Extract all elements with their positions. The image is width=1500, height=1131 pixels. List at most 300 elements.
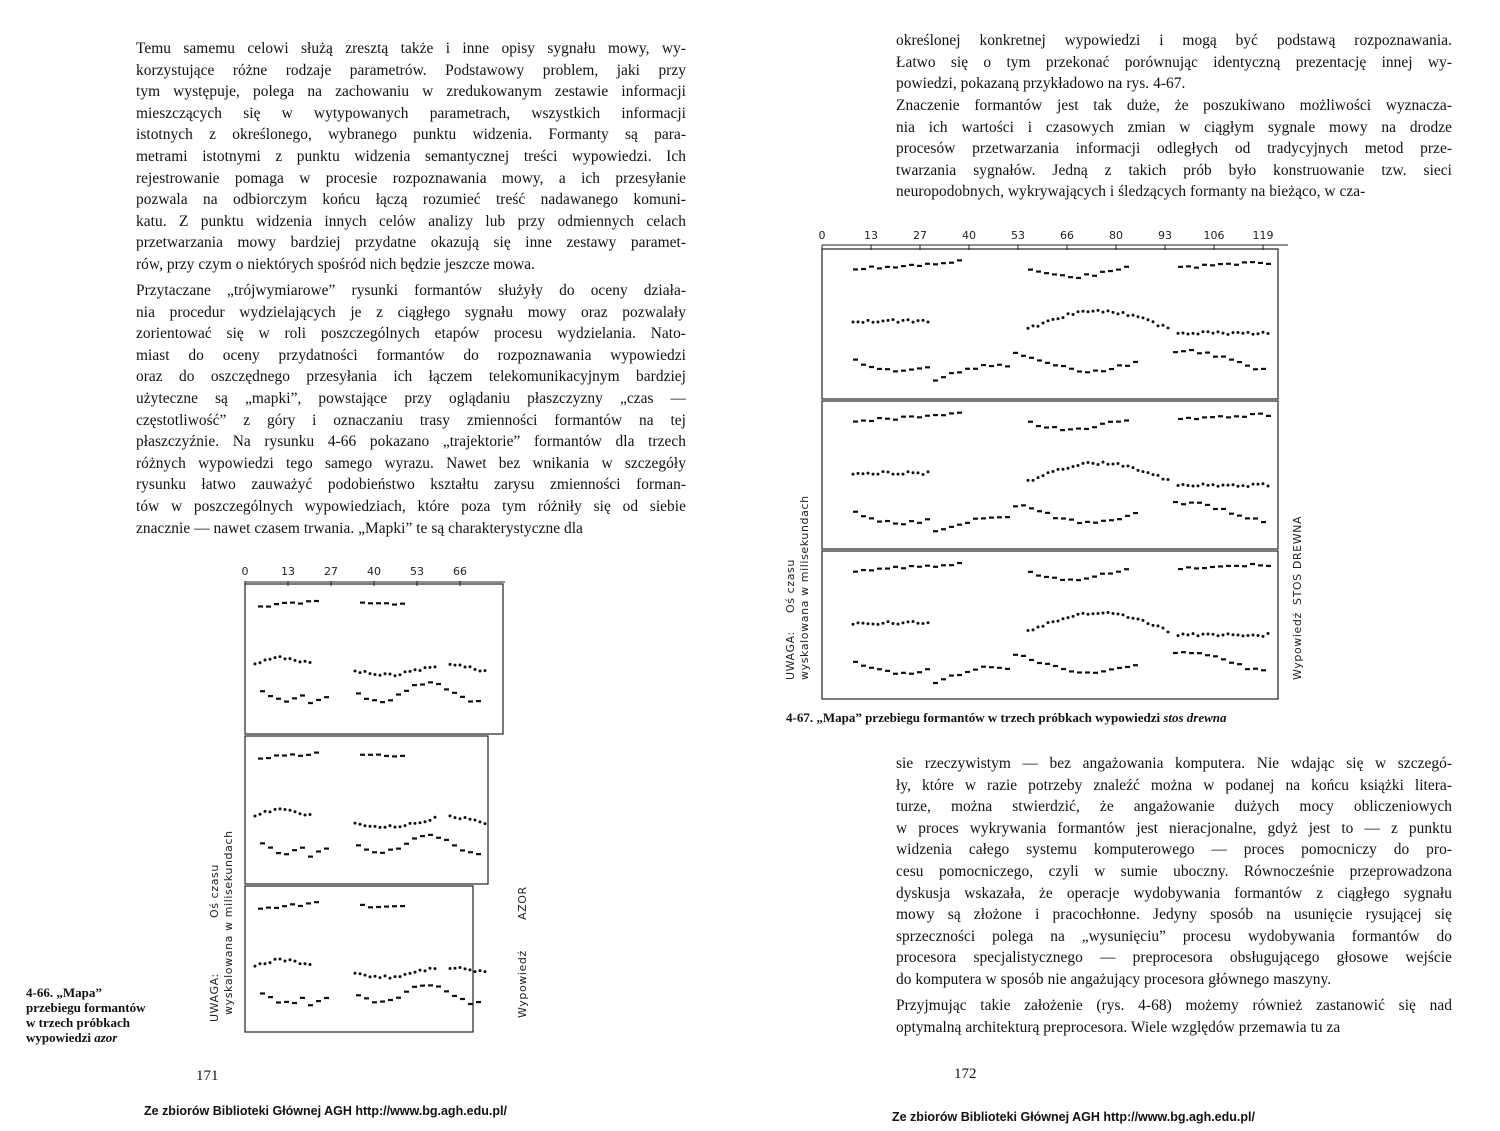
formant-dot xyxy=(1187,484,1190,487)
formant-dot xyxy=(1267,632,1270,635)
formant-dot xyxy=(1107,611,1110,614)
formant-dot xyxy=(1137,617,1140,620)
text-line: procesora specjalistycznego — preprocesora obsługującego głosowe wejście xyxy=(896,949,1452,967)
formant-dot xyxy=(374,975,377,978)
text-line: metrami istotnymi z punktu widzenia semantycznej treści wypowiedzi. Ich xyxy=(136,147,686,165)
formant-dot xyxy=(852,623,855,626)
formant-dot xyxy=(309,661,312,664)
text-line: neuropodobnych, wykrywających i śledzących formanty na bieżąco, w cza- xyxy=(896,183,1366,201)
formant-dot xyxy=(1092,310,1095,313)
formant-dot xyxy=(1187,633,1190,636)
formant-dot xyxy=(897,623,900,626)
formant-dot xyxy=(449,967,452,970)
figure-4-67-formant-map xyxy=(778,225,1308,705)
formant-dot xyxy=(479,969,482,972)
formant-dot xyxy=(399,975,402,978)
formant-dot xyxy=(419,669,422,672)
formant-dot xyxy=(299,812,302,815)
formant-dot xyxy=(1072,313,1075,316)
formant-dot xyxy=(394,826,397,829)
paragraph xyxy=(136,280,686,539)
formant-dot xyxy=(289,809,292,812)
formant-dot xyxy=(1072,615,1075,618)
formant-dot xyxy=(1032,628,1035,631)
text-line: różnych wypowiedzi tego samego wyrazu. Nawet bez wnikania w szczegóły xyxy=(136,454,686,472)
axis-tick-label: 66 xyxy=(1060,229,1074,242)
formant-dot xyxy=(419,821,422,824)
text-line: tym występuje, polega na zachowaniu w zredukowanym zestawie informacji xyxy=(136,83,686,101)
formant-dot xyxy=(1202,633,1205,636)
text-line: mowy są złożone i pracochłonne. Jedyny sposób na usunięcie rysującej się xyxy=(896,906,1452,924)
formant-dot xyxy=(309,813,312,816)
right-page xyxy=(750,0,1500,1131)
axis-tick-label: 27 xyxy=(324,565,338,578)
formant-dot xyxy=(897,321,900,324)
caption-word: stos drewna xyxy=(1163,710,1227,725)
formant-dot xyxy=(304,660,307,663)
text-line: rów, przy czym o niektórych spośród nich będzie jeszcze mowa. xyxy=(136,255,536,273)
formant-dot xyxy=(1197,634,1200,637)
formant-dot xyxy=(354,972,357,975)
formant-dot xyxy=(464,967,467,970)
axis-tick-label: 80 xyxy=(1109,229,1123,242)
formant-dot xyxy=(1232,331,1235,334)
formant-dot xyxy=(414,971,417,974)
text-line: przetwarzania mowy bardziej przydatne okazują się inne zestawy paramet- xyxy=(136,234,686,252)
text-line: istotnych z określonego, wybranego punktu widzenia. Formanty są para- xyxy=(136,126,686,144)
formant-dot xyxy=(1247,485,1250,488)
formant-dot xyxy=(379,976,382,979)
text-line: widzenia całego systemu komputerowego — proces pomocniczy do pro- xyxy=(896,841,1452,859)
text-line: optymalną architekturą preprocesora. Wiele względów przemawia tu za xyxy=(896,1018,1341,1036)
formant-dot xyxy=(369,672,372,675)
formant-dot xyxy=(1127,465,1130,468)
formant-dot xyxy=(1192,484,1195,487)
formant-dot xyxy=(1067,616,1070,619)
formant-dot xyxy=(299,962,302,965)
formant-dot xyxy=(404,824,407,827)
formant-dot xyxy=(429,666,432,669)
formant-dot xyxy=(917,471,920,474)
formant-dot xyxy=(912,321,915,324)
formant-dot xyxy=(907,470,910,473)
note-uwaga: UWAGA: xyxy=(784,631,797,680)
formant-dot xyxy=(1057,468,1060,471)
formant-dot xyxy=(1152,473,1155,476)
text-line: Łatwo się o tym przekonać porównując identyczną prezentację innej wy- xyxy=(896,53,1452,71)
formant-dot xyxy=(1097,463,1100,466)
formant-dot xyxy=(1247,331,1250,334)
formant-dot xyxy=(1037,625,1040,628)
formant-dot xyxy=(1162,627,1165,630)
text-line: częstotliwość” z góry i oznaczaniu trasy zmienności formantów na tej xyxy=(136,411,686,429)
formant-dot xyxy=(1207,330,1210,333)
formant-dot xyxy=(1137,315,1140,318)
formant-dot xyxy=(1237,485,1240,488)
formant-dot xyxy=(1227,632,1230,635)
formant-dot xyxy=(1127,616,1130,619)
formant-dot xyxy=(1037,325,1040,328)
formant-dot xyxy=(1057,619,1060,622)
formant-dot xyxy=(434,967,437,970)
formant-dot xyxy=(274,808,277,811)
formant-dot xyxy=(384,826,387,829)
formant-dot xyxy=(399,673,402,676)
formant-dot xyxy=(364,670,367,673)
formant-dot xyxy=(892,622,895,625)
formant-dot xyxy=(917,319,920,322)
paragraph xyxy=(896,753,1452,991)
formant-dot xyxy=(294,810,297,813)
formant-dot xyxy=(1042,321,1045,324)
utterance-label: Wypowiedź xyxy=(516,950,529,1018)
formant-dot xyxy=(1217,634,1220,637)
formant-dot xyxy=(1082,462,1085,465)
formant-dot xyxy=(882,320,885,323)
note-scale: wyskalowana w milisekundach xyxy=(798,495,811,680)
formant-dot xyxy=(1082,310,1085,313)
formant-dot xyxy=(294,960,297,963)
page-footer: Ze zbiorów Biblioteki Głównej AGH http://www.bg.agh.edu.pl/ xyxy=(892,1110,1255,1124)
formant-dot xyxy=(389,977,392,980)
formant-dot xyxy=(364,974,367,977)
formant-dot xyxy=(1262,331,1265,334)
formant-dot xyxy=(254,965,257,968)
caption-text: 4-67. „Mapa” przebiegu formantów w trzech próbkach wypowiedzi xyxy=(786,710,1161,725)
formant-dot xyxy=(1207,484,1210,487)
formant-dot xyxy=(887,620,890,623)
formant-dot xyxy=(1257,483,1260,486)
formant-dot xyxy=(424,820,427,823)
formant-dot xyxy=(424,666,427,669)
formant-dot xyxy=(409,972,412,975)
text-line: Przytaczane „trójwymiarowe” rysunki formantów służyły do oceny działa- xyxy=(136,282,686,299)
note-axis: Oś czasu xyxy=(784,559,797,613)
formant-dot xyxy=(429,967,432,970)
text-line: dyskusja wskazała, że operacje wydobywania formantów z ciągłego sygnału xyxy=(896,884,1452,902)
formant-dot xyxy=(294,659,297,662)
formant-dot xyxy=(454,664,457,667)
formant-dot xyxy=(862,622,865,625)
formant-dot xyxy=(912,471,915,474)
formant-dot xyxy=(304,813,307,816)
formant-dot xyxy=(259,962,262,965)
formant-dot xyxy=(454,816,457,819)
formant-dot xyxy=(1122,311,1125,314)
formant-dot xyxy=(409,822,412,825)
formant-dot xyxy=(354,822,357,825)
axis-tick-label: 27 xyxy=(913,229,927,242)
formant-dot xyxy=(309,963,312,966)
formant-dot xyxy=(374,673,377,676)
formant-dot xyxy=(474,970,477,973)
formant-dot xyxy=(1257,634,1260,637)
formant-dot xyxy=(1182,483,1185,486)
formant-dot xyxy=(857,621,860,624)
formant-dot xyxy=(917,622,920,625)
formant-dot xyxy=(1162,324,1165,327)
formant-dot xyxy=(259,661,262,664)
text-line: znacznie — nawet czasem trwania. „Mapki” te są charakterystyczne dla xyxy=(136,519,583,537)
formant-dot xyxy=(922,319,925,322)
formant-dot xyxy=(1142,619,1145,622)
formant-dot xyxy=(1182,633,1185,636)
formant-dot xyxy=(449,663,452,666)
formant-dot xyxy=(1027,479,1030,482)
text-line: rysunku łatwo zauważyć podobieństwo kształtu zarysu zmienności forman- xyxy=(136,476,686,494)
formant-dot xyxy=(1252,333,1255,336)
formant-dot xyxy=(1242,332,1245,335)
text-line: pozwala na odbiorczym końcu łączą rozumieć treść nadawanego komuni- xyxy=(136,191,686,209)
formant-dot xyxy=(1092,612,1095,615)
formant-dot xyxy=(1087,310,1090,313)
text-line: procesów przetwarzania informacji odległych od tradycyjnych metod prze- xyxy=(896,140,1452,158)
formant-dot xyxy=(1252,483,1255,486)
paragraph xyxy=(136,38,686,276)
formant-dot xyxy=(1227,484,1230,487)
formant-dot xyxy=(1082,612,1085,615)
formant-dot xyxy=(877,623,880,626)
formant-dot xyxy=(1257,332,1260,335)
formant-dot xyxy=(1242,484,1245,487)
formant-dot xyxy=(1127,314,1130,317)
formant-dot xyxy=(1212,633,1215,636)
formant-dot xyxy=(459,966,462,969)
formant-dot xyxy=(1112,462,1115,465)
text-line: Znaczenie formantów jest tak duże, że poszukiwano możliwości wyznacza- xyxy=(896,97,1452,114)
formant-dot xyxy=(1267,485,1270,488)
formant-dot xyxy=(927,621,930,624)
formant-dot xyxy=(1247,634,1250,637)
utterance-word: AZOR xyxy=(516,886,529,920)
formant-dot xyxy=(379,826,382,829)
figure-caption-4-66 xyxy=(26,985,186,1045)
formant-dot xyxy=(1087,461,1090,464)
formant-dot xyxy=(1207,632,1210,635)
formant-dot xyxy=(479,820,482,823)
text-line: korzystujące różne rodzaje parametrów. Podstawowy problem, jaki przy xyxy=(136,61,686,79)
formant-dot xyxy=(922,622,925,625)
formant-dot xyxy=(269,658,272,661)
formant-dot xyxy=(1197,333,1200,336)
formant-dot xyxy=(409,670,412,673)
formant-dot xyxy=(1242,634,1245,637)
formant-dot xyxy=(1042,474,1045,477)
formant-dot xyxy=(284,960,287,963)
axis-tick-label: 119 xyxy=(1252,229,1274,242)
formant-dot xyxy=(1227,333,1230,336)
formant-dot xyxy=(1122,465,1125,468)
axis-tick-label: 13 xyxy=(281,565,295,578)
formant-dot xyxy=(414,668,417,671)
formant-dot xyxy=(299,660,302,663)
formant-dot xyxy=(1167,630,1170,633)
formant-dot xyxy=(1072,465,1075,468)
formant-dot xyxy=(907,620,910,623)
formant-dot xyxy=(1037,476,1040,479)
formant-dot xyxy=(1237,331,1240,334)
formant-dot xyxy=(862,472,865,475)
formant-dot xyxy=(394,975,397,978)
formant-dot xyxy=(1132,314,1135,317)
formant-dot xyxy=(1262,482,1265,485)
formant-dot xyxy=(284,808,287,811)
formant-dot xyxy=(1232,633,1235,636)
formant-dot xyxy=(474,668,477,671)
formant-dot xyxy=(902,621,905,624)
formant-dot xyxy=(254,662,257,665)
note-uwaga: UWAGA: xyxy=(208,973,221,1022)
formant-dot xyxy=(1112,612,1115,615)
formant-dot xyxy=(354,670,357,673)
formant-dot xyxy=(1032,479,1035,482)
formant-dot xyxy=(269,961,272,964)
formant-dot xyxy=(289,657,292,660)
formant-dot xyxy=(927,320,930,323)
formant-dot xyxy=(374,825,377,828)
formant-dot xyxy=(1142,316,1145,319)
formant-dot xyxy=(1222,484,1225,487)
text-line: Temu samemu celowi służą zresztą także i inne opisy sygnału mowy, wy- xyxy=(136,40,686,57)
formant-dot xyxy=(289,958,292,961)
formant-dot xyxy=(464,666,467,669)
formant-dot xyxy=(1052,470,1055,473)
formant-dot xyxy=(902,473,905,476)
formant-dot xyxy=(1157,474,1160,477)
formant-dot xyxy=(877,320,880,323)
formant-dot xyxy=(1192,632,1195,635)
formant-dot xyxy=(872,321,875,324)
formant-dot xyxy=(259,813,262,816)
formant-dot xyxy=(449,814,452,817)
formant-dot xyxy=(1177,332,1180,335)
formant-dot xyxy=(1192,332,1195,335)
formant-dot xyxy=(1212,332,1215,335)
formant-dot xyxy=(1157,624,1160,627)
text-line: rejestrowanie pomaga w procesie rozpoznawania mowy, a ich przesyłanie xyxy=(136,169,686,187)
formant-dot xyxy=(384,974,387,977)
axis-tick-label: 40 xyxy=(367,565,381,578)
formant-dot xyxy=(404,670,407,673)
formant-dot xyxy=(484,669,487,672)
text-line: sprzeczności polega na „wysunięciu” procesu wydobywania formantów do xyxy=(896,927,1452,945)
formant-dot xyxy=(892,318,895,321)
axis-tick-label: 0 xyxy=(241,565,249,578)
formant-dot xyxy=(1202,330,1205,333)
caption-word: azor xyxy=(94,1030,118,1045)
formant-dot xyxy=(1057,317,1060,320)
text-line: katu. Z punktu widzenia innych celów analizy lub przy odmiennych celach xyxy=(136,212,686,230)
text-line: zorientować się w roli poszczególnych etapów procesu wydzielania. Nato- xyxy=(136,325,686,343)
formant-dot xyxy=(279,958,282,961)
text-line: użyteczne są „mapki”, powstające przy oglądaniu płaszczyzny „czas — xyxy=(136,389,686,407)
formant-dot xyxy=(469,968,472,971)
formant-dot xyxy=(857,320,860,323)
formant-dot xyxy=(394,674,397,677)
note-axis: Oś czasu xyxy=(208,864,221,918)
formant-dot xyxy=(1267,332,1270,335)
formant-dot xyxy=(1197,484,1200,487)
formant-dot xyxy=(1162,478,1165,481)
formant-dot xyxy=(922,473,925,476)
axis-tick-label: 53 xyxy=(410,565,424,578)
formant-dot xyxy=(1047,621,1050,624)
text-line: cesu pomocniczego, czyli w sumie uboczny. Równocześnie przeprowadzona xyxy=(896,862,1452,880)
formant-dot xyxy=(1132,466,1135,469)
formant-dot xyxy=(434,665,437,668)
formant-dot xyxy=(399,825,402,828)
formant-dot xyxy=(389,672,392,675)
formant-dot xyxy=(1167,478,1170,481)
formant-dot xyxy=(364,824,367,827)
formant-dot xyxy=(479,670,482,673)
formant-dot xyxy=(1157,324,1160,327)
formant-dot xyxy=(867,319,870,322)
formant-dot xyxy=(1222,332,1225,335)
figure-caption-4-67 xyxy=(786,710,1386,725)
formant-dot xyxy=(1147,318,1150,321)
formant-dot xyxy=(1217,330,1220,333)
formant-dot xyxy=(1062,468,1065,471)
formant-dot xyxy=(1117,462,1120,465)
formant-dot xyxy=(1122,613,1125,616)
formant-dot xyxy=(1137,469,1140,472)
text-line: nia ich wartości i czasowych zmian w ciągłym sygnale mowy na drodze xyxy=(896,118,1452,136)
formant-dot xyxy=(1102,611,1105,614)
formant-dot xyxy=(1062,316,1065,319)
formant-dot xyxy=(304,962,307,965)
paragraph xyxy=(896,30,1452,95)
formant-dot xyxy=(379,674,382,677)
formant-dot xyxy=(1252,634,1255,637)
text-line: określonej konkretnej wypowiedzi i mogą być podstawą rozpoznawania. xyxy=(896,32,1452,49)
formant-dot xyxy=(927,470,930,473)
formant-dot xyxy=(464,816,467,819)
formant-dot xyxy=(1152,624,1155,627)
formant-dot xyxy=(852,321,855,324)
formant-dot xyxy=(274,958,277,961)
formant-dot xyxy=(369,825,372,828)
text-line: Przyjmując takie założenie (rys. 4-68) możemy również zastanowić się nad xyxy=(896,997,1452,1014)
formant-dot xyxy=(1027,327,1030,330)
formant-dot xyxy=(369,975,372,978)
formant-dot xyxy=(887,319,890,322)
formant-dot xyxy=(902,319,905,322)
axis-tick-label: 0 xyxy=(818,229,826,242)
text-line: mieszczących się w wytypowanych parametrach, wszystkich informacji xyxy=(136,104,686,122)
text-line: oraz do oszczędnego przesyłania ich łączem telekomunikacyjnym bardziej xyxy=(136,368,686,386)
formant-dot xyxy=(1077,613,1080,616)
formant-dot xyxy=(1077,464,1080,467)
page-number: 172 xyxy=(954,1066,977,1082)
formant-dot xyxy=(882,622,885,625)
formant-dot xyxy=(1107,309,1110,312)
formant-dot xyxy=(1067,312,1070,315)
formant-dot xyxy=(1062,617,1065,620)
formant-dot xyxy=(389,824,392,827)
formant-dot xyxy=(359,972,362,975)
paragraph xyxy=(896,95,1452,203)
formant-dot xyxy=(912,620,915,623)
formant-dot xyxy=(862,321,865,324)
formant-dot xyxy=(877,473,880,476)
text-line: nia procedur wydzielających je z ciągłego sygnału mowy oraz pozwalały xyxy=(136,303,686,321)
formant-dot xyxy=(907,318,910,321)
formant-dot xyxy=(264,810,267,813)
utterance-label: Wypowiedź xyxy=(1291,612,1304,680)
formant-dot xyxy=(1092,462,1095,465)
text-line: turze, można stwierdzić, że angażowanie dużych mocy obliczeniowych xyxy=(896,798,1452,816)
